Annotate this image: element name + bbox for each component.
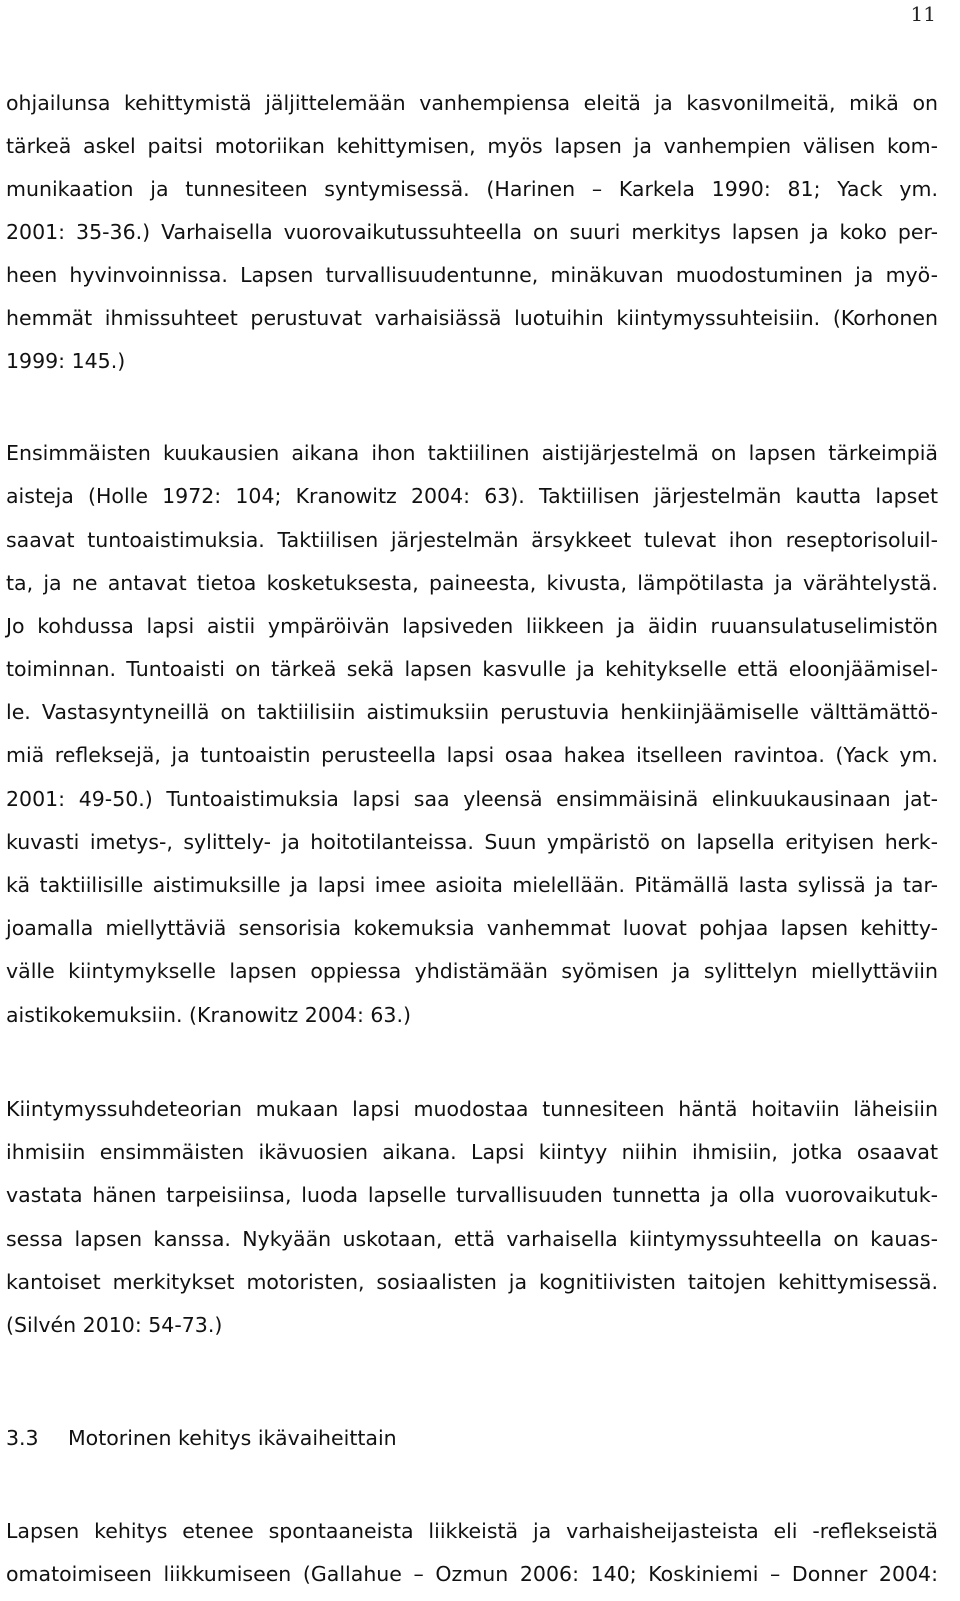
text-line: aistikokemuksiin. (Kranowitz 2004: 63.) bbox=[6, 1003, 411, 1027]
text-line: miä refleksejä, ja tuntoaistin perusteella lapsi osaa hakea itselleen ravintoa. (Yack ym. bbox=[6, 743, 938, 767]
text-line: toiminnan. Tuntoaisti on tärkeä sekä lapsen kasvulle ja kehitykselle että eloonjäämisel- bbox=[6, 657, 938, 681]
section-number: 3.3 bbox=[6, 1426, 39, 1450]
text-line: vastata hänen tarpeisiinsa, luoda lapselle turvallisuuden tunnetta ja olla vuorovaikutuk- bbox=[6, 1183, 938, 1207]
text-line: ohjailunsa kehittymistä jäljittelemään vanhempiensa eleitä ja kasvonilmeitä, mikä on bbox=[6, 91, 938, 115]
text-line: kantoiset merkitykset motoristen, sosiaalisten ja kognitiivisten taitojen kehittymisessä. bbox=[6, 1270, 938, 1294]
text-line: 2001: 35-36.) Varhaisella vuorovaikutussuhteella on suuri merkitys lapsen ja koko per- bbox=[6, 220, 938, 244]
text-line: Kiintymyssuhdeteorian mukaan lapsi muodostaa tunnesiteen häntä hoitaviin läheisiin bbox=[6, 1097, 938, 1121]
text-line: välle kiintymykselle lapsen oppiessa yhdistämään syömisen ja sylittelyn miellyttäviin bbox=[6, 959, 938, 983]
section-title: Motorinen kehitys ikävaiheittain bbox=[68, 1426, 397, 1450]
text-line: Lapsen kehitys etenee spontaaneista liikkeistä ja varhaisheijasteista eli -reflekseistä bbox=[6, 1519, 938, 1543]
text-line: (Silvén 2010: 54-73.) bbox=[6, 1313, 223, 1337]
text-line: Ensimmäisten kuukausien aikana ihon taktiilinen aistijärjestelmä on lapsen tärkeimpiä bbox=[6, 441, 938, 465]
text-line: sessa lapsen kanssa. Nykyään uskotaan, että varhaisella kiintymyssuhteella on kauas- bbox=[6, 1227, 938, 1251]
text-line: saavat tuntoaistimuksia. Taktiilisen järjestelmän ärsykkeet tulevat ihon reseptorisoluil- bbox=[6, 528, 938, 552]
text-line: 1999: 145.) bbox=[6, 349, 126, 373]
text-line: heen hyvinvoinnissa. Lapsen turvallisuudentunne, minäkuvan muodostuminen ja myö- bbox=[6, 263, 938, 287]
text-line: aisteja (Holle 1972: 104; Kranowitz 2004: 63). Taktiilisen järjestelmän kautta lapset bbox=[6, 484, 938, 508]
text-line: ta, ja ne antavat tietoa kosketuksesta, paineesta, kivusta, lämpötilasta ja värähtelystä. bbox=[6, 571, 938, 595]
text-line: Jo kohdussa lapsi aistii ympäröivän lapsiveden liikkeen ja äidin ruuansulatuselimistön bbox=[6, 614, 938, 638]
text-line: ihmisiin ensimmäisten ikävuosien aikana. Lapsi kiintyy niihin ihmisiin, jotka osaavat bbox=[6, 1140, 938, 1164]
text-line: munikaation ja tunnesiteen syntymisessä. (Harinen – Karkela 1990: 81; Yack ym. bbox=[6, 177, 938, 201]
text-line: le. Vastasyntyneillä on taktiilisiin aistimuksiin perustuvia henkiinjäämiselle välttämättö- bbox=[6, 700, 938, 724]
text-line: omatoimiseen liikkumiseen (Gallahue – Ozmun 2006: 140; Koskiniemi – Donner 2004: bbox=[6, 1562, 938, 1586]
text-line: hemmät ihmissuhteet perustuvat varhaisiässä luotuihin kiintymyssuhteisiin. (Korhonen bbox=[6, 306, 938, 330]
text-line: kä taktiilisille aistimuksille ja lapsi imee asioita mielellään. Pitämällä lasta sylissä ja tar- bbox=[6, 873, 938, 897]
text-line: tärkeä askel paitsi motoriikan kehittymisen, myös lapsen ja vanhempien välisen kom- bbox=[6, 134, 938, 158]
text-line: joamalla miellyttäviä sensorisia kokemuksia vanhemmat luovat pohjaa lapsen kehitty- bbox=[6, 916, 938, 940]
text-line: kuvasti imetys-, sylittely- ja hoitotilanteissa. Suun ympäristö on lapsella erityisen herk- bbox=[6, 830, 938, 854]
page-number: 11 bbox=[910, 2, 936, 26]
text-line: 2001: 49-50.) Tuntoaistimuksia lapsi saa yleensä ensimmäisinä elinkuukausinaan jat- bbox=[6, 787, 938, 811]
